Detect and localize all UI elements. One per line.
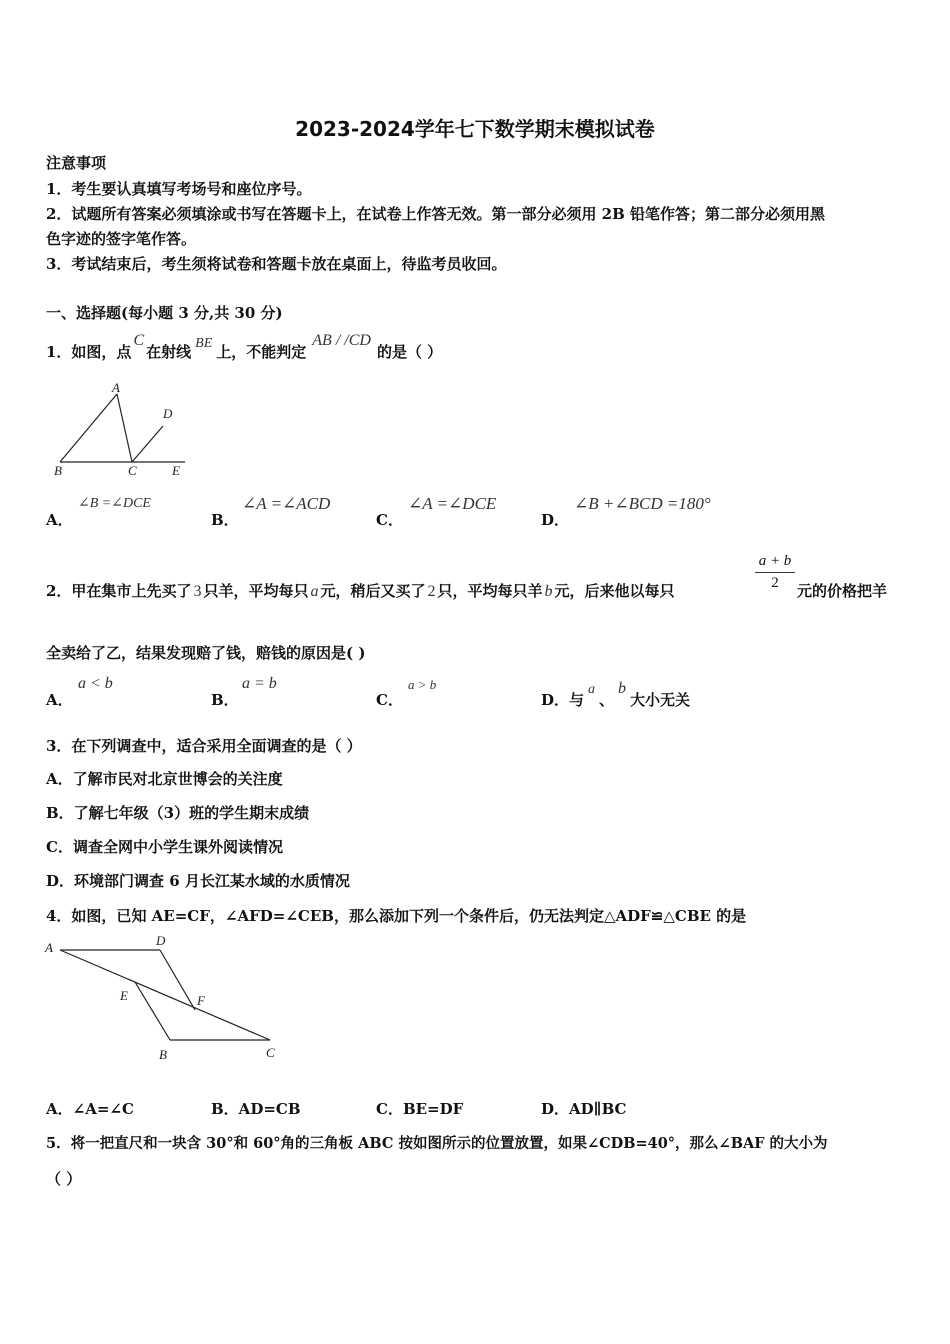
q5-stem-line2: （ ） bbox=[46, 1170, 82, 1188]
segment-BA bbox=[60, 394, 117, 462]
q1-figure bbox=[50, 382, 190, 482]
q2-stem bbox=[46, 580, 675, 601]
label-B: B bbox=[54, 463, 62, 478]
segment-AC bbox=[60, 950, 270, 1040]
q1-math-parallel: AB / /CD bbox=[312, 332, 371, 349]
q2-fraction-denominator: 2 bbox=[771, 575, 779, 591]
q4-option-b: B．AD=CB bbox=[211, 1100, 301, 1118]
q2-option-c-label: C． bbox=[376, 691, 403, 709]
label-C: C bbox=[266, 1045, 275, 1060]
q3-option-c: C．调查全网中小学生课外阅读情况 bbox=[46, 838, 283, 856]
notice-item-3: 3．考试结束后，考生须将试卷和答题卡放在桌面上，待监考员收回。 bbox=[46, 255, 507, 273]
q3-option-b: B．了解七年级（3）班的学生期末成绩 bbox=[46, 804, 310, 822]
q2-option-d-sep: 、 bbox=[599, 691, 615, 709]
q2-text-5: 元，后来他以每只 bbox=[554, 582, 675, 600]
q2-math-b: b bbox=[544, 583, 553, 600]
q2-fraction-numerator: a + b bbox=[758, 553, 792, 569]
label-A: A bbox=[112, 382, 120, 395]
label-E: E bbox=[172, 463, 180, 478]
q2-text-3: 元，稍后又买了 bbox=[320, 582, 426, 600]
q2-text-2: 只羊，平均每只 bbox=[203, 582, 309, 600]
q2-option-d-math-a: a bbox=[588, 682, 596, 697]
label-E: E bbox=[120, 988, 128, 1003]
q2-option-d-label: D． bbox=[541, 691, 570, 709]
label-D: D bbox=[156, 933, 166, 948]
q2-option-d bbox=[541, 680, 691, 710]
q1-text-1: 1．如图，点 bbox=[46, 343, 132, 361]
q5-stem: 5．将一把直尺和一块含 30°和 60°角的三角板 ABC 按如图所示的位置放置，如果∠CDB=40°，那么∠BAF 的大小为 bbox=[46, 1135, 828, 1152]
q1-text-3: 上，不能判定 bbox=[216, 343, 307, 361]
q2-option-d-math-b: b bbox=[618, 680, 627, 697]
q1-option-c-math: ∠A =∠DCE bbox=[408, 494, 497, 513]
q2-option-a-label: A． bbox=[46, 691, 73, 709]
q2-num-2: 2 bbox=[427, 583, 436, 600]
notice-item-1: 1．考生要认真填写考场号和座位序号。 bbox=[46, 180, 312, 198]
q2-option-d-post: 大小无关 bbox=[630, 691, 691, 709]
segment-EB bbox=[135, 982, 170, 1040]
q1-math-C: C bbox=[133, 332, 145, 349]
segment-AC bbox=[117, 394, 132, 462]
q1-option-a-label: A． bbox=[46, 511, 73, 529]
q2-text-6: 元的价格把羊 bbox=[797, 582, 888, 600]
notice-item-2-cont: 色字迹的签字笔作答。 bbox=[46, 230, 197, 248]
q1-text-2: 在射线 bbox=[146, 343, 192, 361]
label-C: C bbox=[128, 463, 137, 478]
q1-math-BE: BE bbox=[195, 336, 213, 351]
q2-text-4: 只，平均每只羊 bbox=[437, 582, 543, 600]
label-F: F bbox=[197, 993, 205, 1008]
notice-item-2: 2．试题所有答案必须填涂或书写在答题卡上，在试卷上作答无效。第一部分必须用 2B 铅笔作答；第二部分必须用黑 bbox=[46, 205, 826, 223]
q1-option-c-label: C． bbox=[376, 511, 403, 529]
q1-option-b-math: ∠A =∠ACD bbox=[242, 494, 331, 513]
q3-stem: 3．在下列调查中，适合采用全面调查的是（ ） bbox=[46, 737, 362, 755]
label-B: B bbox=[159, 1047, 167, 1062]
q2-fraction bbox=[755, 553, 795, 592]
q2-fraction-bar bbox=[755, 572, 795, 573]
label-A: A bbox=[45, 940, 53, 955]
q1-stem bbox=[46, 332, 443, 362]
q3-option-a: A．了解市民对北京世博会的关注度 bbox=[46, 770, 283, 788]
q2-option-b-label: B． bbox=[211, 691, 239, 709]
q2-num-3: 3 bbox=[193, 583, 202, 600]
q1-text-4: 的是（ ） bbox=[376, 343, 443, 361]
q1-option-b-label: B． bbox=[211, 511, 239, 529]
q2-stem-line2: 全卖给了乙，结果发现赔了钱，赔钱的原因是( ) bbox=[46, 644, 366, 662]
q1-option-d-math: ∠B +∠BCD =180° bbox=[574, 494, 711, 513]
notice-heading: 注意事项 bbox=[46, 154, 107, 172]
q4-option-a: A．∠A=∠C bbox=[46, 1100, 134, 1118]
q3-option-d: D．环境部门调查 6 月长江某水域的水质情况 bbox=[46, 872, 350, 890]
q2-option-d-pre: 与 bbox=[569, 691, 585, 709]
q4-figure bbox=[40, 930, 290, 1070]
label-D: D bbox=[163, 406, 173, 421]
q4-option-d: D．AD∥BC bbox=[541, 1100, 627, 1118]
page-title: 2023-2024学年七下数学期末模拟试卷 bbox=[295, 117, 655, 141]
q1-option-a-math: ∠B =∠DCE bbox=[78, 496, 151, 511]
segment-CD bbox=[132, 426, 163, 462]
q1-option-d-label: D． bbox=[541, 511, 570, 529]
q2-text-1: 2．甲在集市上先买了 bbox=[46, 582, 192, 600]
q2-option-c-math: a > b bbox=[408, 677, 437, 692]
q4-option-c: C．BE=DF bbox=[376, 1100, 464, 1118]
section-heading: 一、选择题(每小题 3 分,共 30 分) bbox=[46, 304, 283, 322]
q2-option-a-math: a < b bbox=[78, 675, 113, 692]
q2-option-b-math: a = b bbox=[242, 675, 277, 692]
q2-math-a: a bbox=[310, 583, 319, 600]
q4-stem: 4．如图，已知 AE=CF，∠AFD=∠CEB，那么添加下列一个条件后，仍无法判定△ADF≌△CBE 的是 bbox=[46, 907, 747, 925]
